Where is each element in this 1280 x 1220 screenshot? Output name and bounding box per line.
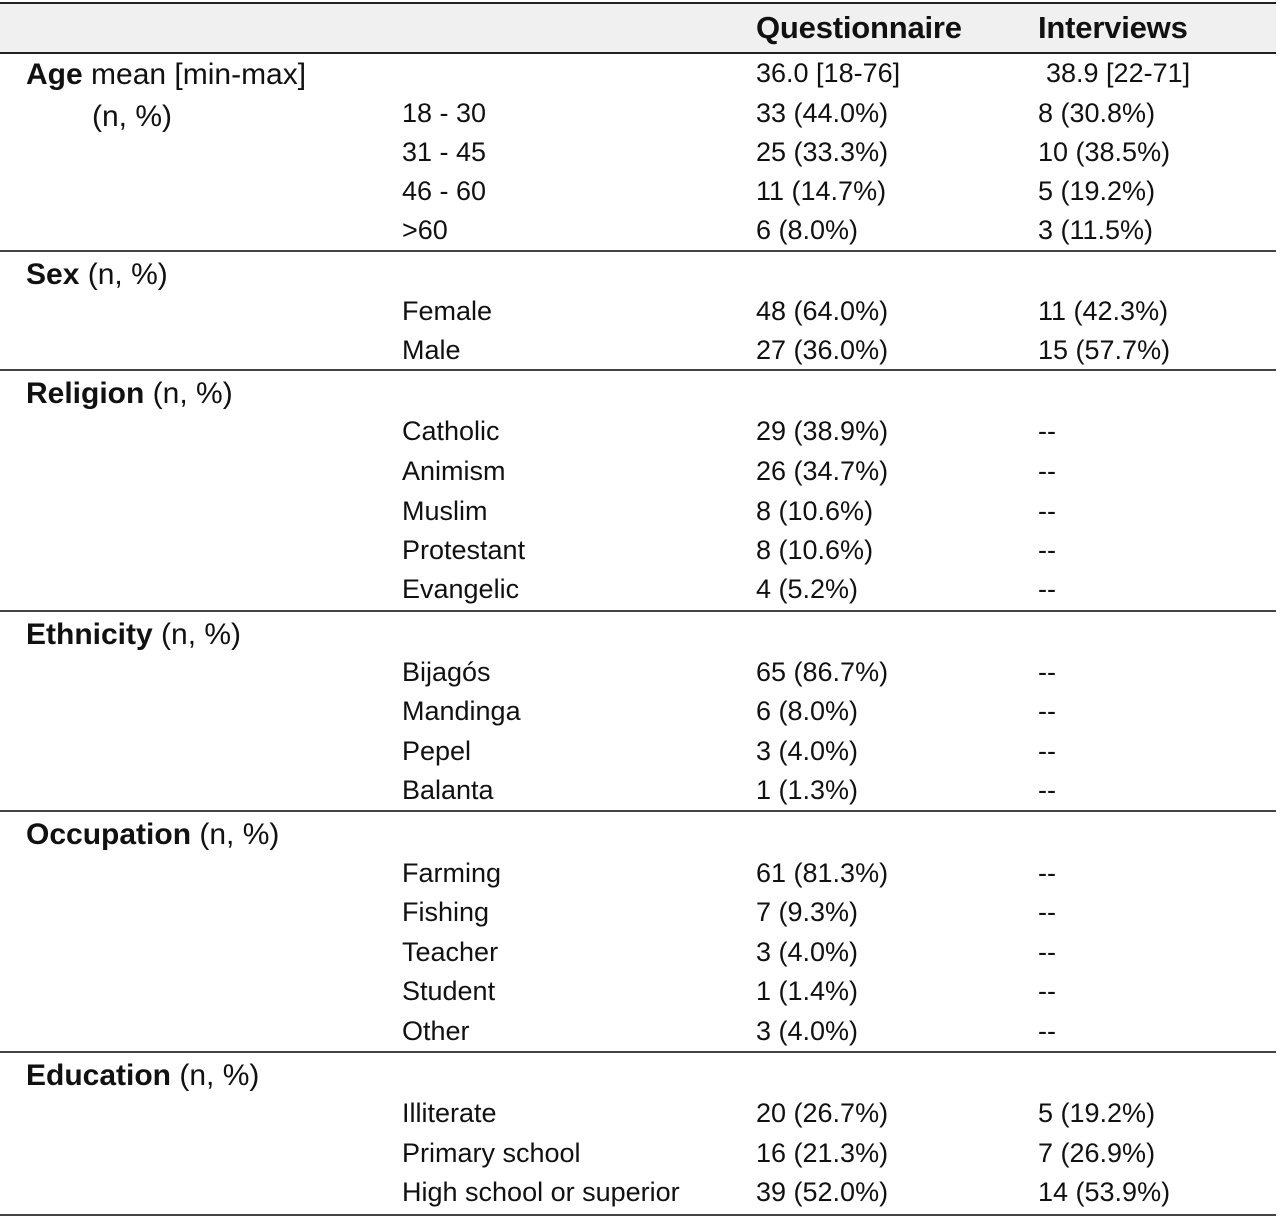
row-questionnaire: 48 (64.0%) xyxy=(756,296,889,326)
table-row xyxy=(0,456,1276,496)
row-interviews: 14 (53.9%) xyxy=(1038,1177,1171,1207)
table-header xyxy=(0,2,1276,54)
row-label: Teacher xyxy=(402,937,499,967)
table-row xyxy=(0,1098,1276,1138)
row-interviews: 15 (57.7%) xyxy=(1038,335,1171,365)
table-row xyxy=(0,137,1276,177)
header-interviews: Interviews xyxy=(1038,10,1188,45)
row-label: Female xyxy=(402,296,493,326)
row-questionnaire: 20 (26.7%) xyxy=(756,1098,889,1128)
row-questionnaire: 25 (33.3%) xyxy=(756,137,889,167)
row-interviews: -- xyxy=(1038,976,1056,1006)
row-interviews: -- xyxy=(1038,736,1056,766)
row-label: Animism xyxy=(402,456,506,486)
row-questionnaire: 39 (52.0%) xyxy=(756,1177,889,1207)
row-questionnaire: 27 (36.0%) xyxy=(756,335,889,365)
section-title: Occupation (n, %) xyxy=(26,818,280,851)
row-interviews: -- xyxy=(1038,775,1056,805)
row-questionnaire: 16 (21.3%) xyxy=(756,1138,889,1168)
row-questionnaire: 6 (8.0%) xyxy=(756,696,859,726)
row-interviews: -- xyxy=(1038,535,1056,565)
row-questionnaire: 6 (8.0%) xyxy=(756,215,859,245)
table-row xyxy=(0,1177,1276,1217)
row-interviews: -- xyxy=(1038,416,1056,446)
row-label: Student xyxy=(402,976,496,1006)
row-interviews: -- xyxy=(1038,1016,1056,1046)
row-label: 18 - 30 xyxy=(402,98,487,128)
table-row xyxy=(0,335,1276,375)
row-interviews: -- xyxy=(1038,858,1056,888)
mean-interviews: 38.9 [22-71] xyxy=(1046,58,1191,88)
row-label: Farming xyxy=(402,858,502,888)
row-interviews: 3 (11.5%) xyxy=(1038,215,1154,245)
table-row xyxy=(0,1016,1276,1056)
row-label: Fishing xyxy=(402,897,490,927)
row-label: Protestant xyxy=(402,535,526,565)
header-questionnaire: Questionnaire xyxy=(756,10,962,45)
table-row xyxy=(0,897,1276,937)
row-interviews: 5 (19.2%) xyxy=(1038,1098,1156,1128)
row-label: Male xyxy=(402,335,461,365)
row-questionnaire: 1 (1.3%) xyxy=(756,775,859,805)
table-row xyxy=(0,937,1276,977)
row-label: >60 xyxy=(402,215,448,245)
row-questionnaire: 3 (4.0%) xyxy=(756,736,859,766)
row-label: Catholic xyxy=(402,416,500,446)
row-questionnaire: 8 (10.6%) xyxy=(756,535,874,565)
section-title: Age mean [min-max] xyxy=(26,58,307,91)
row-questionnaire: 61 (81.3%) xyxy=(756,858,889,888)
table-row xyxy=(0,1138,1276,1178)
table-row xyxy=(0,775,1276,815)
row-interviews: -- xyxy=(1038,937,1056,967)
row-questionnaire: 7 (9.3%) xyxy=(756,897,859,927)
table-row xyxy=(0,535,1276,575)
row-questionnaire: 26 (34.7%) xyxy=(756,456,889,486)
row-questionnaire: 3 (4.0%) xyxy=(756,1016,859,1046)
mean-questionnaire: 36.0 [18-76] xyxy=(756,58,901,88)
section-title: Ethnicity (n, %) xyxy=(26,618,242,651)
section-title: Sex (n, %) xyxy=(26,258,168,291)
row-interviews: 5 (19.2%) xyxy=(1038,176,1156,206)
row-interviews: -- xyxy=(1038,574,1056,604)
row-interviews: 8 (30.8%) xyxy=(1038,98,1156,128)
row-label: 31 - 45 xyxy=(402,137,487,167)
row-label: Mandinga xyxy=(402,696,521,726)
row-interviews: -- xyxy=(1038,897,1056,927)
row-label: Balanta xyxy=(402,775,494,805)
table-row xyxy=(0,976,1276,1016)
row-questionnaire: 11 (14.7%) xyxy=(756,176,887,206)
section-title: Religion (n, %) xyxy=(26,377,233,410)
row-interviews: 10 (38.5%) xyxy=(1038,137,1171,167)
table-row xyxy=(0,858,1276,898)
table-row xyxy=(0,296,1276,336)
table-row xyxy=(0,736,1276,776)
row-questionnaire: 3 (4.0%) xyxy=(756,937,859,967)
row-label: Other xyxy=(402,1016,470,1046)
section-sex xyxy=(0,252,1276,371)
section-religion xyxy=(0,371,1276,612)
row-interviews: -- xyxy=(1038,696,1056,726)
table-row xyxy=(0,176,1276,216)
row-label: Evangelic xyxy=(402,574,520,604)
row-label: 46 - 60 xyxy=(402,176,487,206)
section-occupation xyxy=(0,812,1276,1053)
row-questionnaire: 33 (44.0%) xyxy=(756,98,889,128)
section-subtitle: (n, %) xyxy=(92,100,173,133)
row-interviews: 11 (42.3%) xyxy=(1038,296,1169,326)
table-row xyxy=(0,496,1276,536)
table-row xyxy=(0,58,1276,98)
row-interviews: -- xyxy=(1038,657,1056,687)
row-questionnaire: 8 (10.6%) xyxy=(756,496,874,526)
row-questionnaire: 4 (5.2%) xyxy=(756,574,859,604)
row-label: Primary school xyxy=(402,1138,581,1168)
row-questionnaire: 29 (38.9%) xyxy=(756,416,889,446)
section-age xyxy=(0,52,1276,252)
table-row xyxy=(0,98,1276,138)
row-label: High school or superior xyxy=(402,1177,680,1207)
row-label: Muslim xyxy=(402,496,488,526)
row-label: Bijagós xyxy=(402,657,491,687)
row-questionnaire: 1 (1.4%) xyxy=(756,976,859,1006)
section-ethnicity xyxy=(0,612,1276,812)
table-row xyxy=(0,215,1276,255)
table-row xyxy=(0,416,1276,456)
section-title: Education (n, %) xyxy=(26,1059,260,1092)
row-label: Illiterate xyxy=(402,1098,497,1128)
row-questionnaire: 65 (86.7%) xyxy=(756,657,889,687)
table-row xyxy=(0,574,1276,614)
section-education xyxy=(0,1053,1276,1216)
row-interviews: -- xyxy=(1038,456,1056,486)
row-interviews: -- xyxy=(1038,496,1056,526)
table-row xyxy=(0,696,1276,736)
row-interviews: 7 (26.9%) xyxy=(1038,1138,1156,1168)
table-row xyxy=(0,657,1276,697)
row-label: Pepel xyxy=(402,736,472,766)
